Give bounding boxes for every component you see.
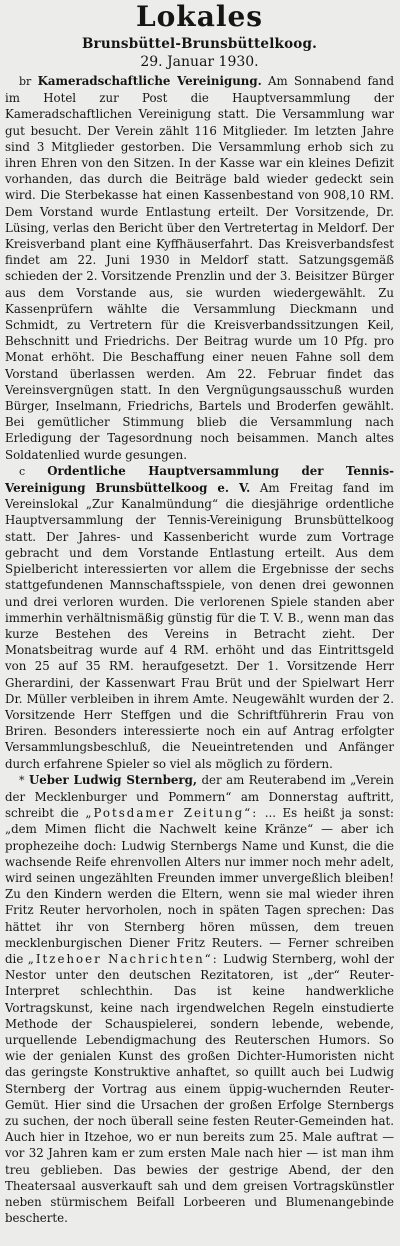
article-headline: Kameradschaftliche Vereinigung. [37, 74, 262, 88]
article-marker: br [19, 75, 32, 88]
article-body: ... Es heißt ja sonst: „dem Mimen flicht die Nachwelt keine Kränze“ — aber ich prophezeihe doch: Ludwig Sternbergs Name und Kunst, die die wachsende Reife ehrenvollen Alters nur immer noch mehr adelt, wird seinen ungezählten Freunden immer unvergeßlich bleiben! Zu den Kindern werden die Eltern, wenn sie mal wieder ihren Fritz Reuter hervorholen, noch in späten Tagen sprechen: Das hättet ihr von Sternberg hören müssen, dem treuen mecklenburgischen Diener Fritz Reuters. — Ferner schreiben die [5, 806, 394, 966]
article-body: der am Reuterabend im „Verein der Mecklenburger und Pommern“ am Donnerstag auftritt, schreibt die [5, 772, 395, 821]
newspaper-name-potsdamer: „Potsdamer Zeitung“: [85, 806, 259, 821]
article-kameradschaftliche-vereinigung [5, 73, 394, 463]
article-body: Am Freitag fand im Vereinslokal „Zur Kanalmündung“ die diesjährige ordentliche Hauptversammlung der Tennis-Vereinigung Brunsbüttelkoog statt. Der Jahres- und Kassenbericht wurde zum Vortrage gebracht und dem Vorstande Entlastung erteilt. Aus dem Spielbericht interessierten vor allem die Ergebnisse der sechs stattgefundenen Mannschaftsspiele, von denen drei gewonnen und drei verloren wurden. Die verlorenen Spiele standen aber immerhin verhältnismäßig günstig für die T. V. B., wenn man das kurze Bestehen des Vereins in Betracht zieht. Der Monatsbeitrag wurde auf 4 RM. erhöht und das Eintrittsgeld von 25 auf 35 RM. heraufgesetzt. Der 1. Vorsitzende Herr Gherardini, der Kassenwart Frau Brüt und der Spielwart Herr Dr. Müller verbleiben in ihrem Amte. Neugewählt wurden der 2. Vorsitzende Herr Steffgen und die Schriftführerin Frau von Briren. Besonders interessierte noch ein auf Antrag erfolgter Versammlungsbeschluß, die Neueintretenden und Anfänger durch erfahrene Spieler so viel als möglich zu fördern. [5, 481, 394, 771]
article-headline: Ordentliche Hauptversammlung der Tennis-Vereinigung Brunsbüttelkoog e. V. [5, 463, 395, 496]
newspaper-name-itzehoer: „Itzehoer Nachrichten“: [27, 951, 219, 966]
article-body: Am Sonnabend fand im Hotel zur Post die Hauptversammlung der Kameradschaftlichen Vereinigung statt. Die Versammlung war gut besucht. Der Verein zählt 116 Mitglieder. Im letzten Jahre sind 3 Mitglieder gestorben. Die Versammlung erhob sich zu ihren Ehren von den Sitzen. In der Kasse war ein kleines Defizit vorhanden, das durch die Beiträge bald wieder gedeckt sein wird. Die Sterbekasse hat einen Kassenbestand von 908,10 RM. Dem Vorstand wurde Entlastung erteilt. Der Vorsitzende, Dr. Lüsing, verlas den Bericht über den Vertretertag in Meldorf. Der Kreisverband plant eine Kyffhäuserfahrt. Das Kreisverbandsfest findet am 22. Juni 1930 in Meldorf statt. Satzungsgemäß schieden der 2. Vorsitzende Prenzlin und der 3. Beisitzer Bürger aus dem Vorstande aus, sie wurden wiedergewählt. Zu Kassenprüfern wählte die Versammlung Dieckmann und Schmidt, zu Vertretern für die Kreisverbandssitzungen Keil, Behschnitt und Friedrichs. Der Beitrag wurde um 10 Pfg. pro Monat erhöht. Die Beschaffung einer neuen Fahne soll dem Vorstand überlassen werden. Am 22. Februar findet das Vereinsvergnügen statt. In den Vergnügungsausschuß wurden Bürger, Inselmann, Friedrichs, Bartels und Broderfen gewählt. Bei gemütlicher Stimmung blieb die Versammlung nach Erledigung der Tagesordnung noch beisammen. Manch altes Soldatenlied wurde gesungen. [5, 74, 395, 462]
article-headline: Ueber Ludwig Sternberg, [28, 772, 197, 787]
article-marker: c [19, 464, 26, 478]
article-body: Ludwig Sternberg, wohl der Nestor unter den deutschen Rezitatoren, ist „der“ Reuter-Interpret schlechthin. Das ist keine handwerkliche Vortragskunst, keine nach irgendwelchen Regeln einstudierte Methode der Schauspielerei, sondern lebende, webende, urquellende Lebendigmachung des Reuterschen Humors. So wie der genialen Kunst des großen Dichter-Humoristen nicht das geringste Konstruktive anhaftet, so quillt auch bei Ludwig Sternberg der Vortrag aus einem üppig-wuchernden Reuter-Gemüt. Hier sind die Ursachen der großen Erfolge Sternbergs zu suchen, der noch überall seine festen Reuter-Gemeinden hat. Auch hier in Itzehoe, wo er nun bereits zum 25. Male auftrat — vor 32 Jahren kam er zum ersten Male nach hier — ist man ihm treu geblieben. Das bewies der gestrige Abend, der den Theatersaal ausverkauft sah und dem greisen Vortragskünstler neben stürmischem Beifall Lorbeeren und Blumenangebinde bescherte. [5, 951, 395, 1226]
article-marker: * [19, 773, 25, 787]
section-title: Lokales [135, 0, 264, 33]
article-tennis-vereinigung [5, 463, 394, 772]
article-ludwig-sternberg [5, 772, 394, 1227]
dateline: 29. Januar 1930. [140, 54, 259, 70]
place-heading: Brunsbüttel-Brunsbüttelkoog. [81, 36, 318, 52]
